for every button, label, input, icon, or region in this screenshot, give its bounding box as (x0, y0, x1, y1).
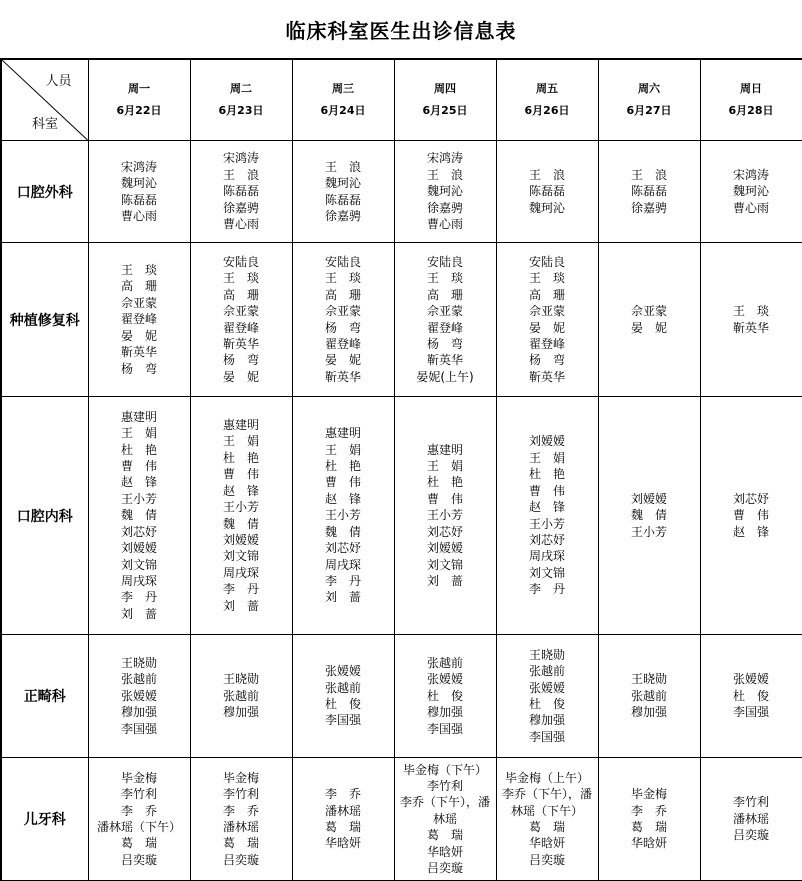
doctor-name: 李国强 (324, 713, 361, 728)
doctor-name: 宋鸿涛 (222, 151, 259, 166)
day-name: 周三 (332, 82, 354, 95)
doctor-name: 曹心雨 (732, 200, 769, 215)
doctor-name: 葛 瑞 (324, 820, 361, 834)
doctor-name: 刘芯妤 (732, 491, 769, 506)
doctor-name: 翟登峰 (528, 336, 565, 351)
day-date: 6月24日 (320, 104, 366, 117)
doctor-name: 曹心雨 (120, 208, 157, 223)
doctor-name: 惠建明 (120, 409, 157, 424)
doctor-name: 周戌琛 (222, 565, 259, 580)
schedule-cell (190, 243, 292, 397)
doctor-name: 潘林瑶（下午） (96, 820, 181, 834)
doctor-name: 刘文锦 (120, 557, 157, 572)
doctor-name: 佘亚蒙 (426, 304, 463, 319)
day-header (190, 59, 292, 141)
doctor-name: 王 琰 (732, 304, 769, 319)
doctor-name: 曹 伟 (324, 475, 361, 490)
doctor-name: 王 琰 (222, 271, 259, 286)
doctor-name: 靳英华 (324, 369, 361, 384)
doctor-name: 吕奕璇 (426, 861, 463, 876)
doctor-name: 李乔（下午），潘林瑶（下午） (501, 787, 592, 818)
doctor-name: 刘嫒嫒 (528, 434, 565, 449)
doctor-name: 刘嫒嫒 (630, 491, 667, 506)
schedule-cell (88, 635, 190, 758)
doctor-name: 魏 倩 (630, 508, 667, 523)
schedule-cell (496, 758, 598, 881)
schedule-cell (598, 635, 700, 758)
doctor-name: 靳英华 (426, 353, 463, 368)
doctor-name: 陈磊磊 (324, 192, 361, 207)
doctor-name: 李竹利 (732, 795, 769, 810)
day-date: 6月27日 (626, 104, 672, 117)
doctor-name: 王 娟 (426, 459, 463, 474)
doctor-name: 刘芯妤 (324, 541, 361, 556)
doctor-name: 王 浪 (528, 167, 565, 182)
doctor-name: 杨 弯 (528, 353, 565, 368)
doctor-name: 刘芯妤 (426, 524, 463, 539)
doctor-name: 宋鸿涛 (732, 167, 769, 182)
schedule-cell (292, 635, 394, 758)
doctor-name: 佘亚蒙 (528, 304, 565, 319)
doctor-name: 王 浪 (630, 167, 667, 182)
table-row (1, 635, 802, 758)
schedule-cell (190, 758, 292, 881)
doctor-name: 李 丹 (120, 590, 157, 605)
doctor-name: 王小芳 (630, 524, 667, 539)
doctor-name: 刘嫒嫒 (120, 541, 157, 556)
corner-label-department: 科室 (32, 117, 59, 132)
day-date: 6月26日 (524, 104, 570, 117)
doctor-name: 杨 弯 (120, 361, 157, 376)
schedule-cell (88, 758, 190, 881)
doctor-name: 陈磊磊 (120, 192, 157, 207)
schedule-cell (190, 635, 292, 758)
doctor-name: 毕金梅（上午） (504, 770, 589, 785)
day-header (598, 59, 700, 141)
doctor-name: 李竹利 (426, 778, 463, 793)
doctor-name: 王晓勋 (120, 655, 157, 670)
doctor-name: 靳英华 (120, 345, 157, 360)
doctor-name: 魏珂沁 (732, 184, 769, 199)
doctor-name: 穆加强 (426, 705, 463, 720)
schedule-cell (496, 243, 598, 397)
doctor-name: 曹心雨 (222, 217, 259, 232)
day-name: 周一 (128, 82, 150, 95)
doctor-name: 潘林瑶 (222, 820, 259, 834)
doctor-name: 潘林瑶 (732, 811, 769, 826)
doctor-name: 刘嫒嫒 (426, 541, 463, 556)
doctor-name: 曹 伟 (222, 467, 259, 482)
doctor-name: 王 琰 (324, 271, 361, 286)
doctor-name: 李国强 (426, 721, 463, 736)
schedule-cell (88, 243, 190, 397)
doctor-name: 刘 蔷 (120, 606, 157, 621)
doctor-name: 张越前 (426, 655, 463, 670)
schedule-cell (598, 758, 700, 881)
doctor-name: 李 丹 (324, 573, 361, 588)
doctor-name: 高 珊 (324, 287, 361, 302)
doctor-name: 李国强 (528, 729, 565, 744)
doctor-name: 李国强 (120, 721, 157, 736)
doctor-name: 宋鸿涛 (426, 151, 463, 166)
doctor-name: 王晓勋 (630, 672, 667, 687)
table-header (1, 59, 802, 141)
doctor-name: 王 娟 (528, 450, 565, 465)
doctor-name: 魏 倩 (120, 508, 157, 523)
doctor-name: 毕金梅 (222, 770, 259, 785)
doctor-name: 张越前 (528, 664, 565, 679)
doctor-name: 靳英华 (222, 336, 259, 351)
day-header (496, 59, 598, 141)
doctor-name: 吕奕璇 (222, 852, 259, 867)
doctor-name: 魏 倩 (324, 524, 361, 539)
doctor-name: 徐嘉骋 (324, 208, 361, 223)
department-name: 口腔外科 (1, 141, 88, 243)
doctor-name: 陈磊磊 (222, 184, 259, 199)
doctor-name: 杨 弯 (222, 353, 259, 368)
doctor-name: 魏珂沁 (324, 176, 361, 191)
doctor-name: 陈磊磊 (630, 184, 667, 199)
doctor-name: 刘文锦 (426, 557, 463, 572)
doctor-name: 杜 俊 (732, 688, 769, 703)
doctor-name: 李 乔 (120, 803, 157, 818)
doctor-name: 葛 瑞 (222, 836, 259, 851)
header-row (1, 59, 802, 141)
doctor-name: 安陆良 (324, 254, 361, 269)
table-row (1, 397, 802, 635)
doctor-name: 杜 俊 (528, 697, 565, 711)
page-title: 临床科室医生出诊信息表 (285, 18, 517, 43)
doctor-name: 杜 俊 (324, 697, 361, 711)
doctor-name: 李乔（下午），潘林瑶 (399, 795, 490, 826)
doctor-name: 刘 蔷 (222, 598, 259, 613)
doctor-name: 徐嘉骋 (426, 200, 463, 215)
doctor-name: 翟登峰 (324, 336, 361, 351)
doctor-name: 王小芳 (222, 500, 259, 515)
doctor-name: 潘林瑶 (324, 803, 361, 818)
schedule-cell (88, 141, 190, 243)
doctor-name: 曹心雨 (426, 217, 463, 232)
doctor-name: 吕奕璇 (732, 828, 769, 843)
doctor-name: 穆加强 (120, 705, 157, 720)
doctor-name: 吕奕璇 (120, 852, 157, 867)
doctor-name: 王 浪 (222, 167, 259, 182)
doctor-name: 晏 妮 (528, 320, 565, 335)
doctor-name: 赵 锋 (528, 500, 565, 515)
doctor-name: 毕金梅 (630, 787, 667, 802)
day-date: 6月25日 (422, 104, 468, 117)
doctor-name: 佘亚蒙 (222, 304, 259, 319)
schedule-cell (598, 397, 700, 635)
doctor-name: 张嫒嫒 (732, 672, 769, 687)
doctor-name: 佘亚蒙 (324, 304, 361, 319)
doctor-name: 安陆良 (222, 254, 259, 269)
day-header (292, 59, 394, 141)
doctor-name: 张越前 (630, 688, 667, 703)
corner-label-staff: 人员 (45, 74, 72, 89)
schedule-cell (700, 635, 802, 758)
doctor-name: 高 珊 (528, 287, 565, 302)
doctor-name: 李 乔 (222, 803, 259, 818)
doctor-name: 刘 蔷 (426, 573, 463, 588)
day-name: 周六 (638, 82, 660, 95)
doctor-name: 张越前 (120, 672, 157, 687)
doctor-name: 翟登峰 (426, 320, 463, 335)
schedule-cell (598, 141, 700, 243)
doctor-name: 葛 瑞 (120, 836, 157, 851)
table-row (1, 758, 802, 881)
doctor-name: 刘芯妤 (120, 524, 157, 539)
doctor-name: 高 珊 (120, 279, 157, 294)
doctor-name: 惠建明 (324, 426, 361, 441)
doctor-name: 张嫒嫒 (120, 688, 157, 703)
schedule-cell (598, 243, 700, 397)
doctor-name: 佘亚蒙 (630, 304, 667, 319)
doctor-name: 王 琰 (528, 271, 565, 286)
doctor-name: 张越前 (324, 680, 361, 695)
doctor-name: 李竹利 (120, 787, 157, 802)
doctor-name: 曹 伟 (528, 483, 565, 498)
day-name: 周五 (536, 82, 558, 95)
table-row (1, 141, 802, 243)
doctor-name: 周戌琛 (324, 557, 361, 572)
schedule-cell (700, 243, 802, 397)
schedule-cell (88, 397, 190, 635)
day-name: 周日 (740, 82, 762, 95)
doctor-name: 曹 伟 (120, 459, 157, 474)
doctor-name: 张嫒嫒 (324, 664, 361, 679)
doctor-name: 赵 锋 (732, 524, 769, 539)
schedule-cell (190, 397, 292, 635)
doctor-name: 刘文锦 (528, 565, 565, 580)
doctor-name: 杨 弯 (426, 336, 463, 351)
doctor-name: 李 丹 (528, 582, 565, 597)
doctor-name: 杜 艳 (120, 442, 157, 457)
doctor-name: 宋鸿涛 (120, 159, 157, 174)
doctor-name: 高 珊 (222, 287, 259, 302)
schedule-cell (394, 758, 496, 881)
doctor-name: 王晓勋 (222, 672, 259, 687)
schedule-cell (496, 141, 598, 243)
day-header (88, 59, 190, 141)
schedule-cell (190, 141, 292, 243)
doctor-name: 葛 瑞 (426, 828, 463, 843)
doctor-name: 杜 艳 (324, 459, 361, 474)
doctor-name: 王 浪 (324, 159, 361, 174)
schedule-cell (292, 243, 394, 397)
doctor-name: 惠建明 (426, 442, 463, 457)
doctor-name: 刘芯妤 (528, 532, 565, 547)
department-name: 儿牙科 (1, 758, 88, 881)
doctor-name: 张嫒嫒 (528, 680, 565, 695)
doctor-name: 张嫒嫒 (426, 672, 463, 687)
doctor-name: 李 乔 (324, 787, 361, 802)
doctor-name: 赵 锋 (324, 491, 361, 506)
doctor-name: 惠建明 (222, 418, 259, 433)
corner-cell (1, 59, 88, 141)
schedule-cell (394, 397, 496, 635)
day-header (394, 59, 496, 141)
schedule-cell (394, 141, 496, 243)
doctor-name: 曹 伟 (732, 508, 769, 523)
day-date: 6月23日 (218, 104, 264, 117)
doctor-name: 徐嘉骋 (222, 200, 259, 215)
doctor-name: 李 乔 (630, 803, 667, 818)
day-name: 周二 (230, 82, 252, 95)
doctor-name: 靳英华 (732, 320, 769, 335)
day-date: 6月28日 (728, 104, 774, 117)
doctor-name: 华晗妍 (324, 836, 361, 851)
doctor-name: 王 浪 (426, 167, 463, 182)
doctor-name: 王 琰 (120, 263, 157, 278)
department-name: 口腔内科 (1, 397, 88, 635)
doctor-name: 杜 俊 (426, 688, 463, 703)
doctor-name: 李国强 (732, 705, 769, 720)
schedule-cell (700, 397, 802, 635)
doctor-name: 王小芳 (528, 516, 565, 531)
doctor-name: 穆加强 (630, 705, 667, 720)
doctor-name: 张越前 (222, 688, 259, 703)
doctor-name: 佘亚蒙 (120, 295, 157, 310)
doctor-name: 魏 倩 (222, 516, 259, 531)
schedule-cell (394, 243, 496, 397)
doctor-name: 翟登峰 (120, 312, 157, 327)
doctor-name: 晏 妮 (120, 328, 157, 343)
doctor-name: 晏 妮 (324, 353, 361, 368)
doctor-name: 魏珂沁 (426, 184, 463, 199)
schedule-cell (700, 758, 802, 881)
schedule-cell (292, 397, 394, 635)
doctor-name: 赵 锋 (222, 483, 259, 498)
table-row (1, 243, 802, 397)
doctor-name: 李竹利 (222, 787, 259, 802)
doctor-name: 王 琰 (426, 271, 463, 286)
doctor-name: 王小芳 (426, 508, 463, 523)
doctor-name: 高 珊 (426, 287, 463, 302)
doctor-name: 毕金梅 (120, 770, 157, 785)
schedule-cell (700, 141, 802, 243)
doctor-name: 王 娟 (222, 434, 259, 449)
doctor-name: 王 娟 (324, 442, 361, 457)
doctor-name: 葛 瑞 (528, 820, 565, 834)
doctor-name: 杜 艳 (528, 467, 565, 482)
doctor-name: 安陆良 (426, 254, 463, 269)
doctor-name: 安陆良 (528, 254, 565, 269)
doctor-name: 穆加强 (528, 713, 565, 728)
doctor-name: 杜 艳 (222, 450, 259, 465)
doctor-name: 华晗妍 (630, 836, 667, 851)
doctor-name: 吕奕璇 (528, 852, 565, 867)
doctor-name: 赵 锋 (120, 475, 157, 490)
doctor-name: 刘文锦 (222, 549, 259, 564)
schedule-cell (292, 758, 394, 881)
doctor-name: 晏妮(上午) (416, 369, 474, 384)
doctor-name: 王 娟 (120, 426, 157, 441)
doctor-name: 穆加强 (222, 705, 259, 720)
day-date: 6月22日 (116, 104, 162, 117)
table-body (1, 141, 802, 881)
day-name: 周四 (434, 82, 456, 95)
doctor-name: 华晗妍 (528, 836, 565, 851)
day-header (700, 59, 802, 141)
doctor-name: 陈磊磊 (528, 184, 565, 199)
doctor-name: 杜 艳 (426, 475, 463, 490)
doctor-name: 晏 妮 (630, 320, 667, 335)
doctor-name: 杨 弯 (324, 320, 361, 335)
doctor-name: 晏 妮 (222, 369, 259, 384)
schedule-cell (394, 635, 496, 758)
doctor-name: 周戌琛 (120, 573, 157, 588)
doctor-name: 王小芳 (324, 508, 361, 523)
doctor-name: 葛 瑞 (630, 820, 667, 834)
doctor-name: 魏珂沁 (120, 176, 157, 191)
doctor-name: 徐嘉骋 (630, 200, 667, 215)
doctor-name: 王小芳 (120, 491, 157, 506)
doctor-name: 翟登峰 (222, 320, 259, 335)
schedule-table (0, 58, 802, 881)
doctor-name: 魏珂沁 (528, 200, 565, 215)
doctor-name: 曹 伟 (426, 491, 463, 506)
doctor-name: 靳英华 (528, 369, 565, 384)
department-name: 正畸科 (1, 635, 88, 758)
department-name: 种植修复科 (1, 243, 88, 397)
doctor-name: 华晗妍 (426, 844, 463, 859)
schedule-cell (496, 635, 598, 758)
doctor-name: 李 丹 (222, 582, 259, 597)
doctor-name: 刘嫒嫒 (222, 532, 259, 547)
schedule-cell (496, 397, 598, 635)
doctor-name: 毕金梅（下午） (402, 762, 487, 777)
doctor-name: 刘 蔷 (324, 590, 361, 605)
schedule-cell (292, 141, 394, 243)
doctor-name: 王晓勋 (528, 647, 565, 662)
doctor-name: 周戌琛 (528, 549, 565, 564)
